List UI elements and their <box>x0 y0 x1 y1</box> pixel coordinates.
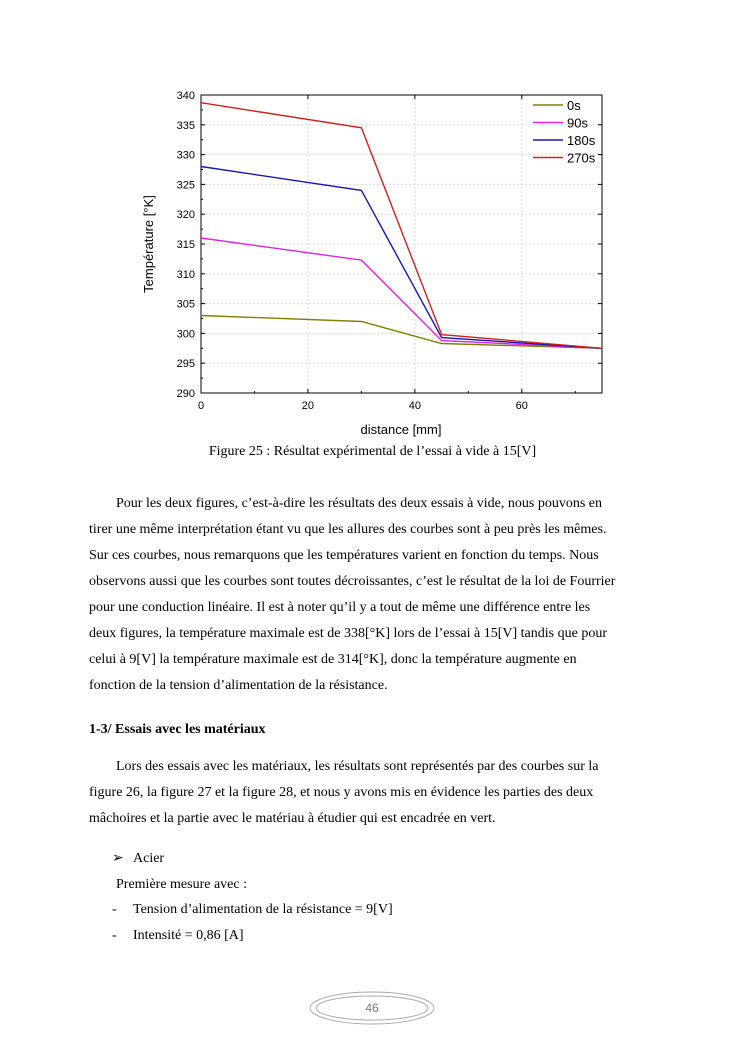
paragraph-line: mâchoires et la partie avec le matériau à étudier qui est encadrée en vert. <box>89 811 496 826</box>
paragraph-line: deux figures, la température maximale est de 338[°K] lors de l’essai à 15[V] tandis que pour <box>89 626 607 641</box>
page-number-badge <box>308 990 436 1026</box>
paragraph-line: fonction de la tension d’alimentation de la résistance. <box>89 678 388 693</box>
list-item <box>112 923 244 949</box>
y-tick-label: 335 <box>176 119 195 132</box>
y-tick-label: 295 <box>176 358 195 371</box>
series-line-90s <box>201 238 602 348</box>
x-axis-label: distance [mm] <box>360 422 442 437</box>
x-tick-label: 40 <box>408 400 421 412</box>
x-tick-label: 60 <box>515 400 528 412</box>
legend-label: 180s <box>567 133 596 148</box>
y-tick-label: 315 <box>176 239 195 251</box>
paragraph-line: celui à 9[V] la température maximale est de 314[°K], donc la température augmente en <box>89 652 577 667</box>
paragraph-line: tirer une même interprétation étant vu que les allures des courbes sont à peu près les mêmes. <box>89 522 607 537</box>
dash-bullet-icon: - <box>112 902 117 917</box>
paragraph-line: Pour les deux figures, c’est-à-dire les résultats des deux essais à vide, nous pouvons en <box>116 496 602 511</box>
temperature-chart <box>135 82 615 442</box>
y-tick-label: 290 <box>176 388 195 400</box>
x-tick-label: 0 <box>197 400 205 412</box>
paragraph-materials <box>89 754 656 832</box>
paragraph-line: observons aussi que les courbes sont toutes décroissantes, c’est le résultat de la loi de Fourrier <box>89 574 616 589</box>
paragraph-observations <box>89 543 656 699</box>
paragraph-line: pour une conduction linéaire. Il est à noter qu’il y a tout de même une différence entre les <box>89 600 591 615</box>
dash-bullet-icon: - <box>112 928 117 943</box>
legend-label: 0s <box>567 98 581 113</box>
list-item-label: Acier <box>133 851 165 866</box>
paragraph-line: figure 26, la figure 27 et la figure 28, et nous y avons mis en évidence les parties des deux <box>89 785 594 800</box>
y-tick-label: 310 <box>176 268 195 281</box>
list-item-label: Intensité = 0,86 [A] <box>133 928 244 943</box>
legend-label: 90s <box>567 115 588 131</box>
y-axis-label: Température [°K] <box>141 195 156 293</box>
paragraph-line: Sur ces courbes, nous remarquons que les températures varient en fonction du temps. Nous <box>89 548 599 563</box>
arrow-bullet-icon: ➢ <box>112 851 124 866</box>
y-tick-label: 320 <box>176 209 195 222</box>
legend-label: 270s <box>567 150 596 166</box>
chart-legend <box>533 98 596 166</box>
section-heading: 1-3/ Essais avec les matériaux <box>89 722 266 737</box>
figure-caption: Figure 25 : Résultat expérimental de l’essai à vide à 15[V] <box>208 444 537 459</box>
list-item-label: Tension d’alimentation de la résistance = 9[V] <box>133 902 393 917</box>
paragraph-interpretation <box>89 491 656 543</box>
y-tick-label: 325 <box>176 179 195 192</box>
list-subtitle: Première mesure avec : <box>116 877 247 892</box>
y-tick-label: 305 <box>176 298 195 311</box>
x-tick-label: 20 <box>301 400 315 412</box>
y-tick-label: 340 <box>176 90 195 102</box>
page-number: 46 <box>365 1001 379 1015</box>
list-item-acier <box>112 846 164 872</box>
list-item <box>112 897 393 923</box>
paragraph-line: Lors des essais avec les matériaux, les résultats sont représentés par des courbes sur la <box>116 759 599 774</box>
y-tick-label: 300 <box>176 328 195 341</box>
series-line-180s <box>201 167 602 349</box>
y-tick-label: 330 <box>176 149 195 162</box>
